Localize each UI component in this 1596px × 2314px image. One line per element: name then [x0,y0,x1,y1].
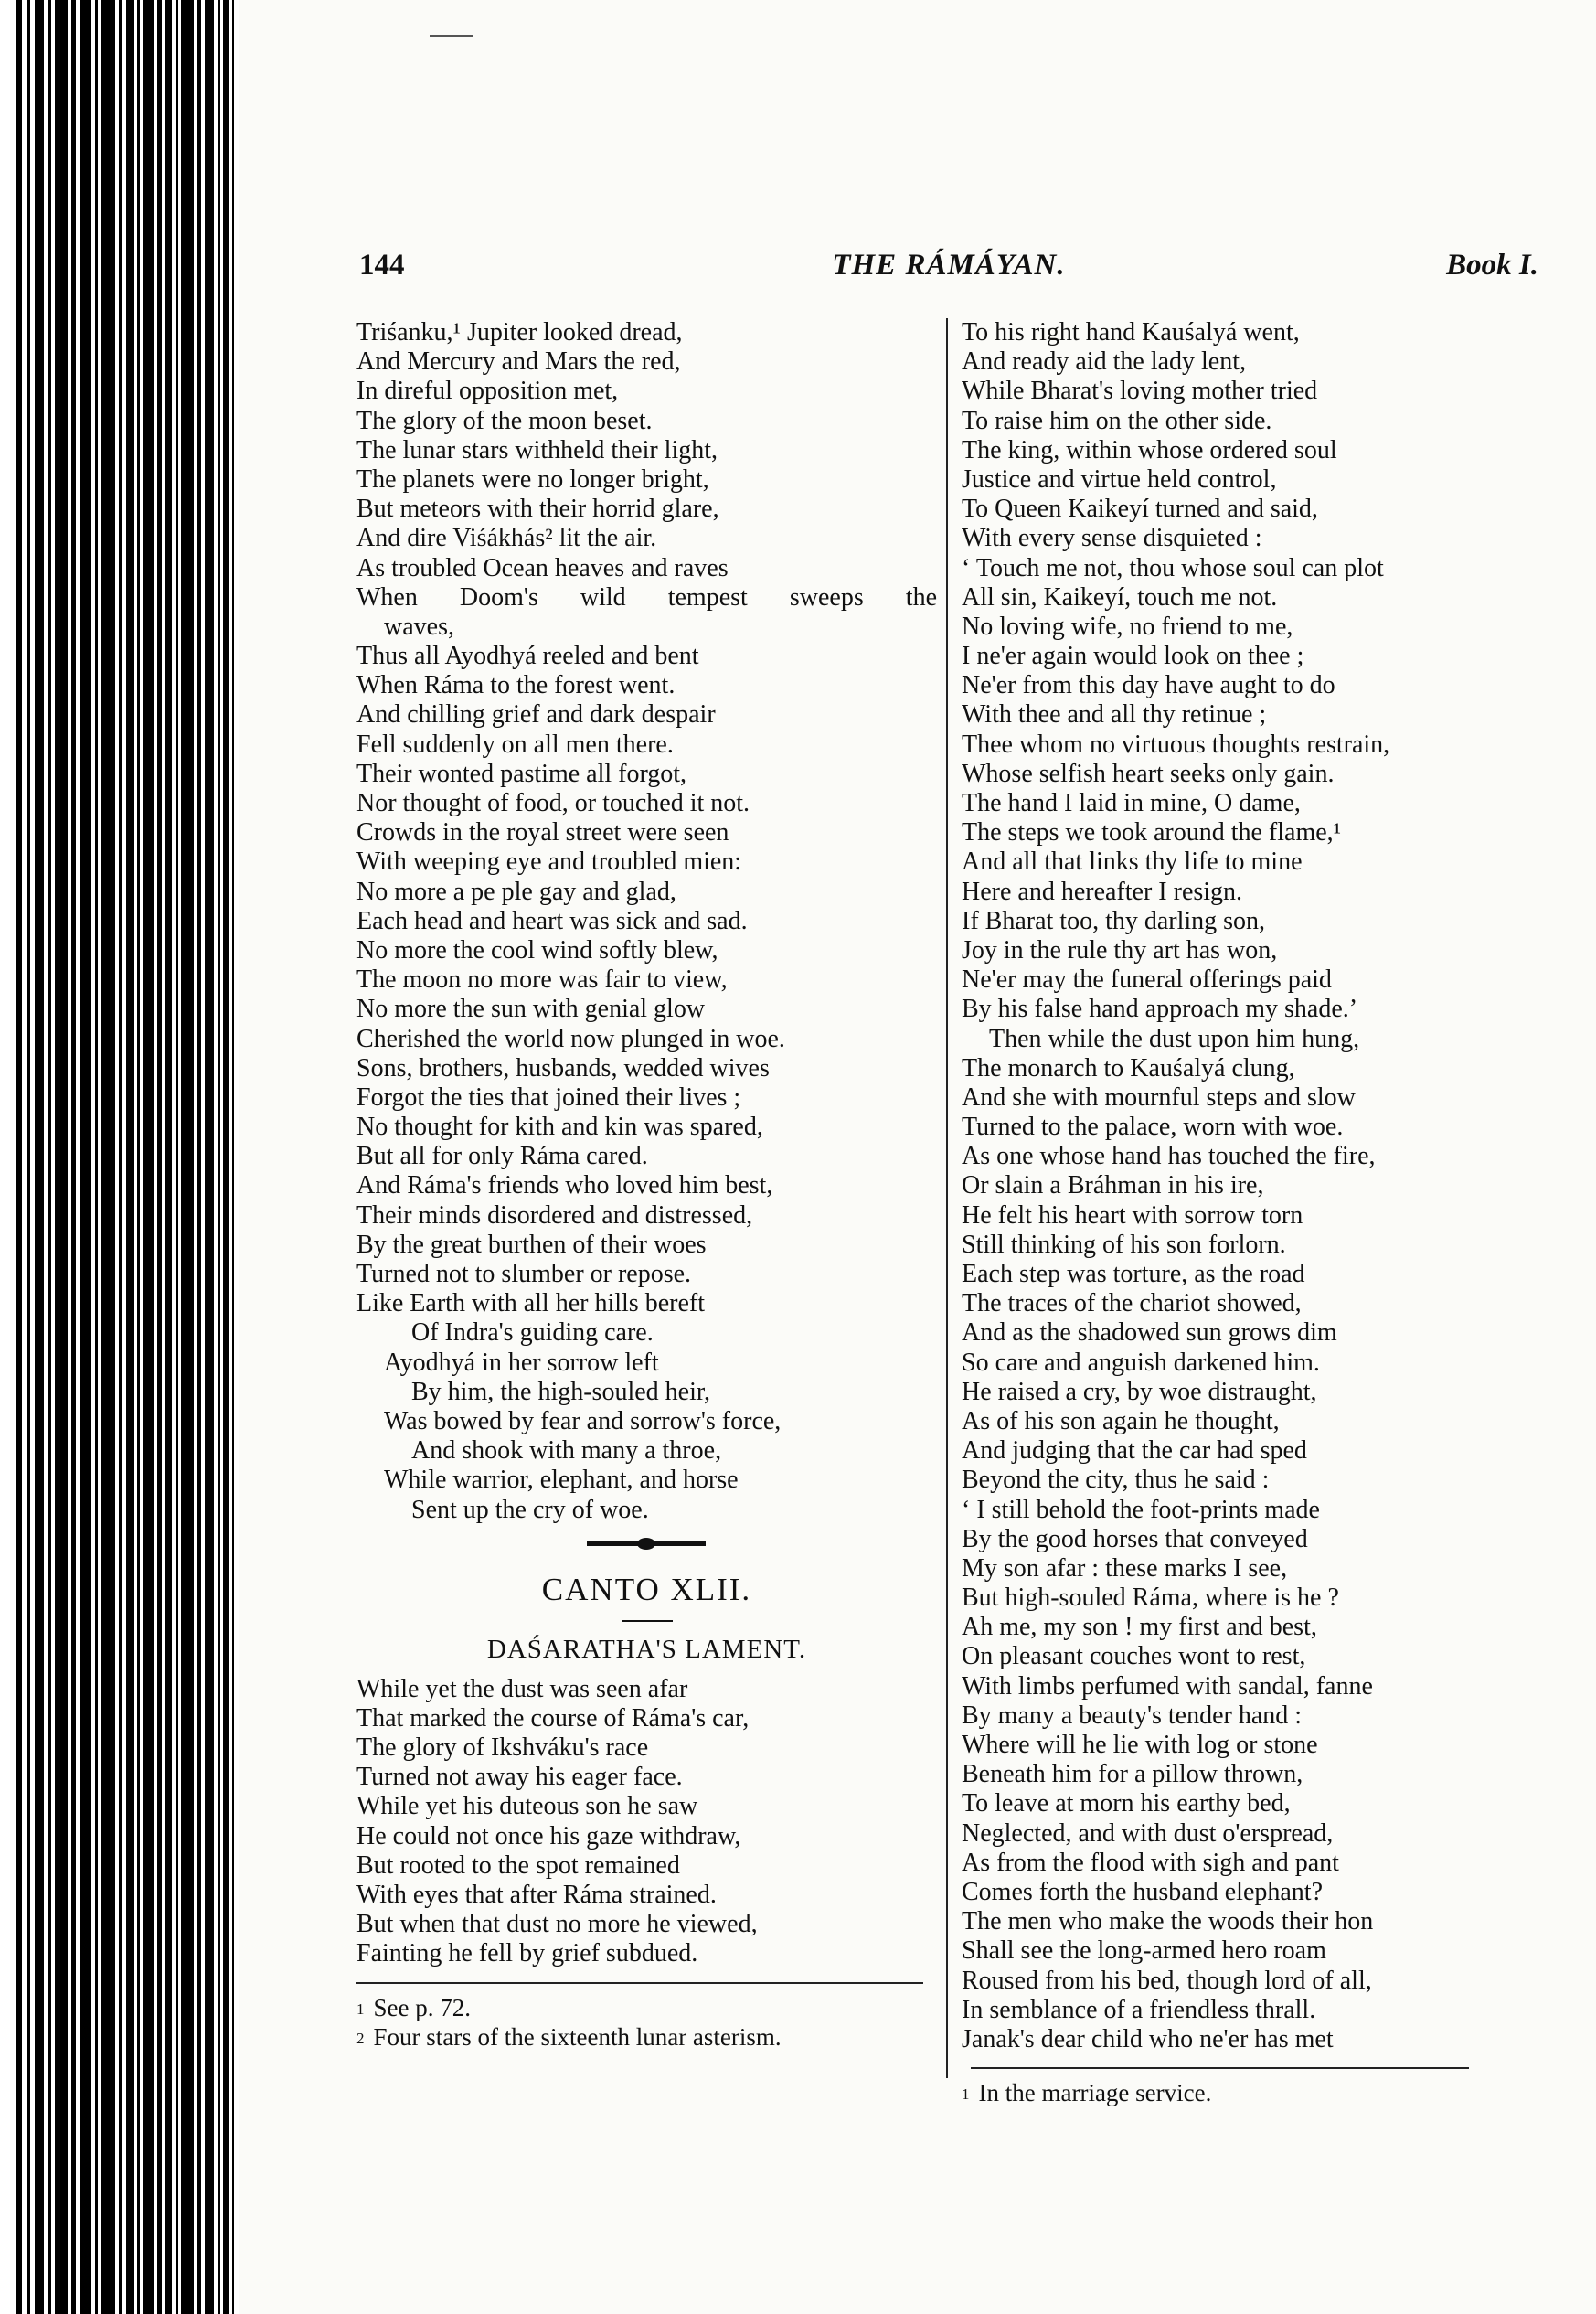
footnote-mark: 1 [962,2085,970,2104]
verse-line: The moon no more was fair to view, [356,965,728,995]
verse-line: While yet the dust was seen afar [356,1674,688,1703]
left-verse-block [356,318,937,1525]
verse-line: As of his son again he thought, [962,1406,1280,1435]
verse-line: No more a pe ple gay and glad, [356,877,676,906]
verse-line: The traces of the chariot showed, [962,1289,1302,1318]
verse-line: ‘ Touch me not, thou whose soul can plot [962,553,1384,582]
verse-line: With every sense disquieted : [962,524,1262,553]
column-divider [946,318,948,2078]
verse-line: As troubled Ocean heaves and raves [356,553,729,582]
footnote-mark: 1 [356,1999,365,2018]
verse-line: When Ráma to the forest went. [356,671,676,700]
verse-line: No thought for kith and kin was spared, [356,1113,763,1142]
verse-line: The steps we took around the flame,¹ [962,818,1342,848]
verse-line: By many a beauty's tender hand : [962,1701,1303,1730]
canto-subtitle: DAŚARATHA'S LAMENT. [486,1634,807,1664]
canto-heading: CANTO XLII. [541,1571,752,1607]
canto-dash [356,1615,937,1629]
verse-line: My son afar : these marks I see, [962,1553,1288,1583]
verse-line: Or slain a Bráhman in his ire, [962,1171,1264,1200]
verse-line: He felt his heart with sorrow torn [962,1200,1303,1230]
verse-line: While Bharat's loving mother tried [962,377,1318,406]
verse-line: Neglected, and with dust o'erspread, [962,1818,1334,1848]
verse-line: To leave at morn his earthy bed, [962,1789,1291,1818]
verse-line: But rooted to the spot remained [356,1850,680,1880]
verse-line: The monarch to Kauśalyá clung, [962,1053,1295,1082]
verse-line: By the great burthen of their woes [356,1230,707,1259]
verse-line: On pleasant couches wont to rest, [962,1642,1306,1671]
verse-line: But all for only Ráma cared. [356,1142,648,1171]
verse-line: All sin, Kaikeyí, touch me not. [962,582,1278,612]
verse-line: When Doom's wild tempest sweeps the [356,582,937,612]
page-number: 144 [359,249,405,282]
verse-line: He raised a cry, by woe distraught, [962,1377,1317,1406]
verse-line: Crowds in the royal street were seen [356,818,729,848]
verse-line: While warrior, elephant, and horse [384,1466,739,1495]
verse-line: In direful opposition met, [356,377,619,406]
verse-line: Shall see the long-armed hero roam [962,1936,1326,1966]
verse-line: Comes forth the husband elephant? [962,1877,1324,1906]
verse-line: And dire Viśákhás² lit the air. [356,524,657,553]
verse-line: Their wonted pastime all forgot, [356,759,687,788]
verse-line: And judging that the car had sped [962,1436,1307,1466]
verse-line: By his false hand approach my shade.’ [962,995,1358,1024]
verse-line: Of Indra's guiding care. [411,1318,654,1348]
top-margin-mark [430,35,473,41]
footnote-text: Four stars of the sixteenth lunar asterism. [373,2022,782,2051]
verse-line: Ne'er from this day have aught to do [962,671,1335,700]
right-verse-block [962,318,1547,2054]
verse-line: Thus all Ayodhyá reeled and bent [356,642,699,671]
verse-line: Nor thought of food, or touched it not. [356,789,750,817]
verse-line: With eyes that after Ráma strained. [356,1881,717,1909]
verse-line: Like Earth with all her hills bereft [356,1289,705,1318]
verse-line: Whose selfish heart seeks only gain. [962,759,1335,788]
verse-line: Where will he lie with log or stone [962,1731,1318,1759]
verse-line: And she with mournful steps and slow [962,1082,1356,1112]
verse-line: Turned not to slumber or repose. [356,1260,692,1288]
verse-line: Fell suddenly on all men there. [356,730,674,759]
verse-line: Janak's dear child who ne'er has met [962,2024,1334,2053]
verse-line: As one whose hand has touched the fire, [962,1142,1376,1171]
verse-line: To raise him on the other side. [962,406,1272,435]
verse-line: Joy in the rule thy art has won, [962,935,1278,965]
verse-line: Turned not away his eager face. [356,1763,683,1792]
right-column [962,318,1547,2107]
running-header [359,249,1538,294]
verse-line: Their minds disordered and distressed, [356,1200,753,1230]
footnote-text: In the marriage service. [978,2079,1212,2107]
verse-line: But meteors with their horrid glare, [356,495,719,524]
verse-line: Thee whom no virtuous thoughts restrain, [962,730,1390,759]
verse-line: Sons, brothers, husbands, wedded wives [356,1053,770,1082]
canto-verse-block [356,1675,937,1969]
verse-line: If Bharat too, thy darling son, [962,906,1266,935]
verse-line: And shook with many a throe, [411,1436,722,1466]
verse-line: And as the shadowed sun grows dim [962,1318,1337,1348]
footnote-rule [356,1982,923,1984]
verse-line: Sent up the cry of woe. [411,1495,649,1524]
verse-line: The glory of the moon beset. [356,406,653,435]
verse-line: Was bowed by fear and sorrow's force, [384,1406,782,1435]
verse-line: Cherished the world now plunged in woe. [356,1024,785,1053]
verse-line: And ready aid the lady lent, [962,347,1247,377]
verse-line: The king, within whose ordered soul [962,435,1337,464]
verse-line: The lunar stars withheld their light, [356,435,718,464]
verse-line: The glory of Ikshváku's race [356,1733,649,1763]
footnote [356,2022,937,2052]
verse-line: So care and anguish darkened him. [962,1348,1320,1377]
footnote-rule [971,2067,1469,2069]
verse-line: Then while the dust upon him hung, [989,1024,1360,1053]
verse-line: Beyond the city, thus he said : [962,1466,1270,1495]
verse-line: No loving wife, no friend to me, [962,612,1293,641]
right-footnotes [962,2078,1547,2107]
verse-line: Beneath him for a pillow thrown, [962,1760,1303,1789]
binding-edge [0,0,239,2314]
verse-line: And Ráma's friends who loved him best, [356,1171,773,1200]
book-label: Book I. [1446,249,1538,282]
verse-line: Ah me, my son ! my first and best, [962,1613,1317,1642]
verse-line: And chilling grief and dark despair [356,700,716,730]
verse-line: He could not once his gaze withdraw, [356,1821,741,1850]
verse-line: With limbs perfumed with sandal, fanne [962,1671,1373,1701]
verse-line: Justice and virtue held control, [962,464,1277,494]
verse-line: Forgot the ties that joined their lives ; [356,1082,741,1112]
verse-line: By him, the high-souled heir, [411,1377,711,1406]
verse-line: And Mercury and Mars the red, [356,347,681,377]
verse-line: Here and hereafter I resign. [962,877,1243,906]
verse-line: Turned to the palace, worn with woe. [962,1113,1344,1142]
section-ornament [356,1525,937,1565]
verse-line: As from the flood with sigh and pant [962,1848,1339,1877]
verse-line: Roused from his bed, though lord of all, [962,1966,1372,1995]
verse-line: That marked the course of Ráma's car, [356,1703,750,1733]
verse-line: But when that dust no more he viewed, [356,1910,758,1939]
footnote [962,2078,1547,2107]
verse-line: By the good horses that conveyed [962,1524,1308,1553]
verse-line: Ayodhyá in her sorrow left [384,1348,659,1377]
verse-line: The planets were no longer bright, [356,464,709,494]
ornament-dot [637,1538,655,1550]
verse-line: No more the sun with genial glow [356,995,706,1024]
verse-line: But high-souled Ráma, where is he ? [962,1584,1339,1613]
verse-line: In semblance of a friendless thrall. [962,1995,1316,2024]
verse-line: ‘ I still behold the foot-prints made [962,1495,1320,1524]
left-column [356,318,937,2052]
verse-line: The hand I laid in mine, O dame, [962,789,1301,817]
verse-line: With thee and all thy retinue ; [962,700,1267,730]
verse-line: While yet his duteous son he saw [356,1792,698,1821]
verse-line: To Queen Kaikeyí turned and said, [962,495,1318,524]
verse-line: Each head and heart was sick and sad. [356,906,748,935]
verse-line: Fainting he fell by grief subdued. [356,1939,698,1968]
running-title: THE RÁMÁYAN. [832,249,1066,282]
verse-line: I ne'er again would look on thee ; [962,642,1304,671]
footnote-mark: 2 [356,2029,365,2047]
verse-line: Triśanku,¹ Jupiter looked dread, [356,318,683,347]
verse-line: No more the cool wind softly blew, [356,935,718,965]
footnote [356,1993,937,2022]
verse-line: To his right hand Kauśalyá went, [962,318,1300,347]
verse-line: Ne'er may the funeral offerings paid [962,965,1332,995]
verse-line: waves, [384,612,454,641]
left-footnotes [356,1993,937,2052]
footnote-text: See p. 72. [373,1993,471,2021]
verse-line: With weeping eye and troubled mien: [356,848,742,877]
verse-line: The men who make the woods their hon [962,1907,1374,1936]
verse-line: And all that links thy life to mine [962,848,1303,877]
verse-line: Each step was torture, as the road [962,1260,1305,1288]
verse-line: Still thinking of his son forlorn. [962,1230,1286,1259]
